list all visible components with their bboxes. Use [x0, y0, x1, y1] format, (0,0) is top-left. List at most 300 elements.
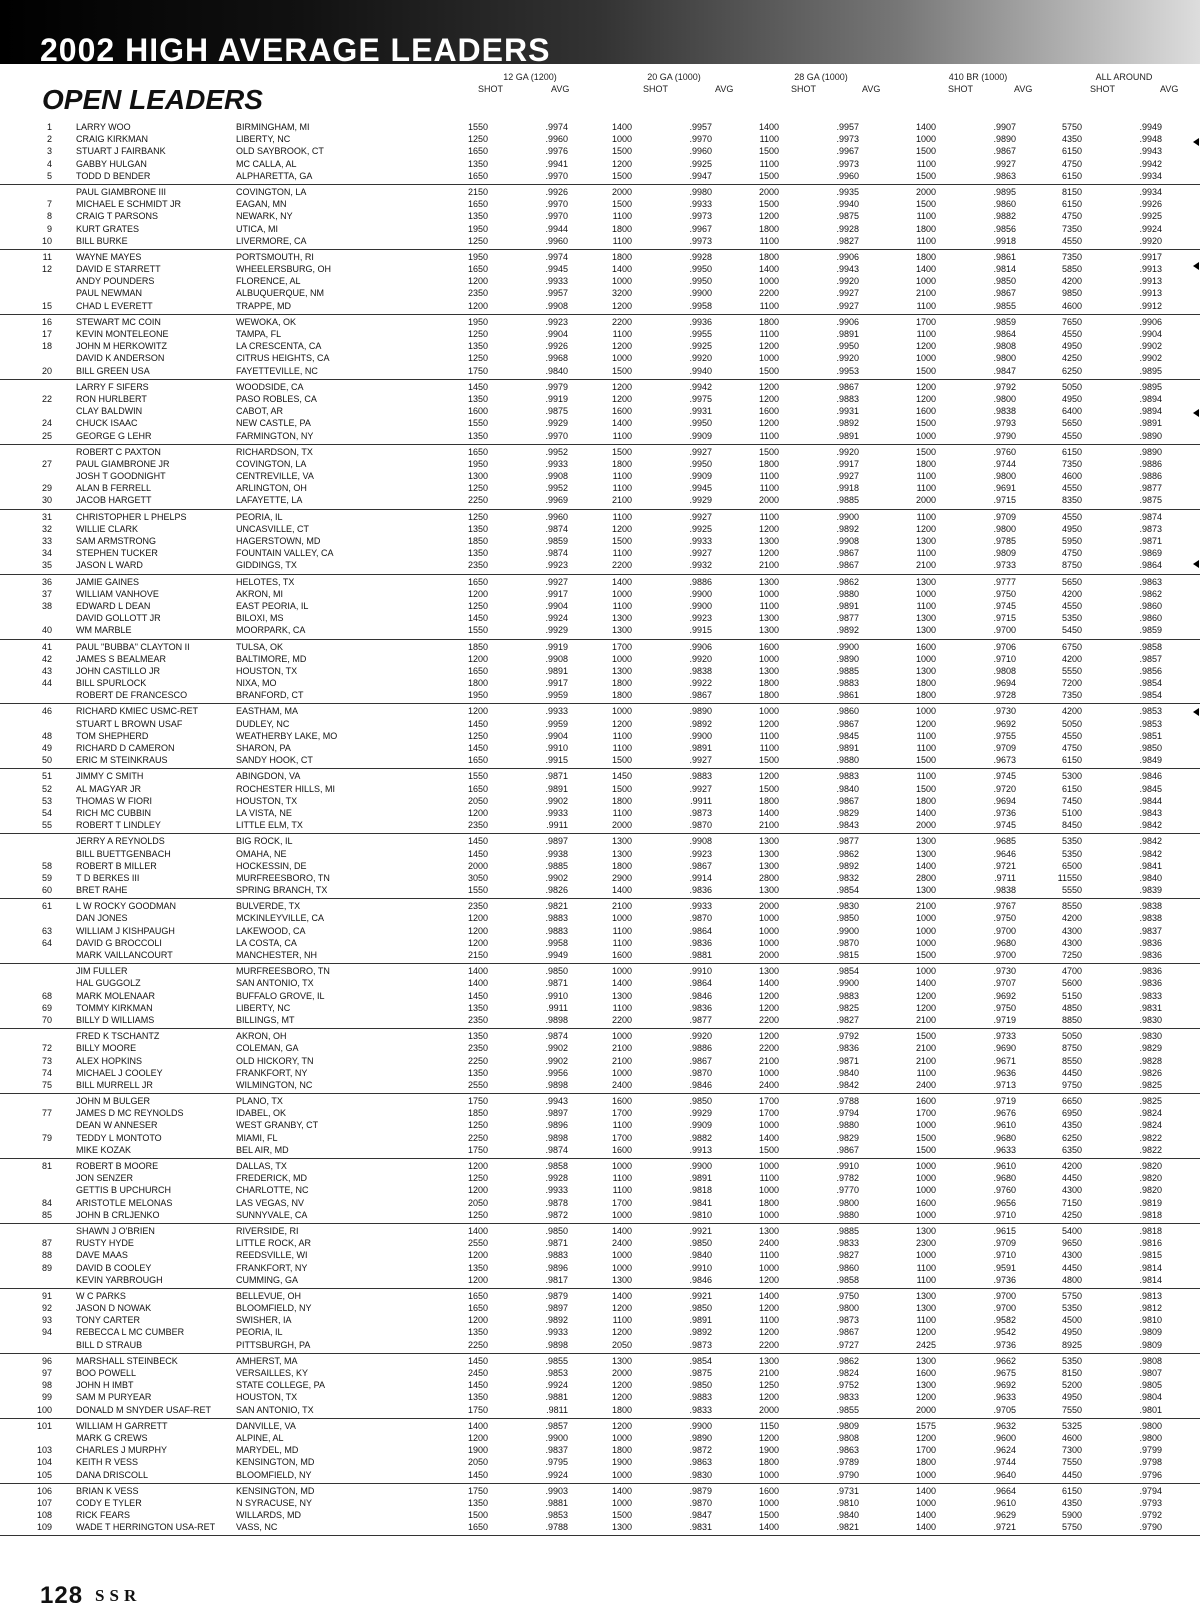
- hometown: ALPHARETTA, GA: [236, 170, 313, 181]
- shot-410br: 2100: [915, 1014, 936, 1025]
- shooter-name: JAMES D MC REYNOLDS: [76, 1108, 184, 1119]
- shooter-name: WILLIAM H GARRETT: [76, 1420, 168, 1431]
- avg-410br: .9694: [993, 795, 1016, 806]
- header-28ga: 28 GA (1000): [794, 72, 848, 82]
- avg-28ga: .9875: [836, 211, 859, 222]
- avg-20ga: .9933: [689, 536, 712, 546]
- shot-12ga: 1750: [467, 1096, 488, 1107]
- avg-28ga: .9789: [836, 1457, 859, 1468]
- shot-28ga: 1000: [758, 1185, 779, 1196]
- avg-all-around: .9869: [1139, 548, 1162, 559]
- shot-all-around: 4750: [1061, 743, 1082, 753]
- shot-410br: 1000: [915, 1497, 936, 1508]
- avg-12ga: .9959: [545, 718, 568, 729]
- rank: 46: [41, 706, 52, 717]
- row-group: [0, 1224, 1200, 1289]
- shot-20ga: 1400: [611, 264, 632, 275]
- shot-20ga: 1200: [611, 393, 632, 404]
- shot-410br: 1500: [915, 1132, 936, 1143]
- avg-all-around: .9850: [1139, 743, 1162, 753]
- hometown: SAN ANTONIO, TX: [236, 978, 314, 989]
- shot-28ga: 1200: [758, 341, 779, 352]
- shooter-name: BILL BUETTGENBACH: [76, 848, 171, 859]
- avg-28ga: .9892: [836, 523, 859, 534]
- avg-410br: .9867: [993, 146, 1016, 157]
- avg-410br: .9615: [993, 1225, 1016, 1236]
- shot-28ga: 1300: [758, 836, 779, 847]
- table-row: [0, 381, 1200, 393]
- shooter-name: ARISTOTLE MELONAS: [76, 1197, 173, 1208]
- shot-28ga: 1200: [758, 393, 779, 404]
- avg-410br: .9633: [993, 1144, 1016, 1155]
- rank: 100: [36, 1404, 52, 1415]
- rank: 64: [41, 937, 52, 948]
- shot-all-around: 7550: [1061, 1457, 1082, 1468]
- shot-20ga: 1500: [611, 365, 632, 376]
- shot-410br: 1100: [916, 743, 936, 753]
- shot-all-around: 4450: [1061, 1173, 1082, 1184]
- avg-28ga: .9863: [836, 1445, 859, 1456]
- avg-410br: .9808: [993, 665, 1016, 676]
- avg-12ga: .9902: [545, 1043, 568, 1054]
- rank: 1: [46, 122, 52, 132]
- rank: 70: [41, 1014, 52, 1025]
- shot-28ga: 1700: [758, 1096, 779, 1107]
- avg-28ga: .9973: [836, 134, 859, 145]
- shot-20ga: 1800: [611, 860, 632, 871]
- shot-12ga: 1250: [467, 134, 488, 145]
- header-all-around: ALL AROUND: [1095, 72, 1153, 82]
- hometown: AKRON, OH: [236, 1031, 287, 1042]
- table-row: [0, 1160, 1200, 1172]
- shot-all-around: 4550: [1061, 600, 1082, 611]
- shot-20ga: 1100: [612, 329, 632, 339]
- shot-12ga: 1350: [467, 1002, 488, 1013]
- shot-all-around: 8350: [1061, 495, 1082, 506]
- avg-all-around: .9948: [1139, 134, 1162, 145]
- avg-28ga: .9935: [836, 186, 859, 197]
- shot-20ga: 1800: [611, 678, 632, 689]
- shooter-name: CHARLES J MURPHY: [76, 1445, 168, 1456]
- avg-12ga: .9926: [545, 341, 568, 352]
- avg-all-around: .9809: [1139, 1339, 1162, 1350]
- magazine-name: SSR: [95, 1586, 142, 1605]
- shot-28ga: 2800: [758, 872, 779, 883]
- shot-28ga: 1400: [758, 1522, 779, 1533]
- table-row: [0, 677, 1200, 689]
- shot-20ga: 1100: [612, 548, 632, 559]
- avg-all-around: .9836: [1139, 937, 1162, 948]
- shot-410br: 1200: [915, 1392, 936, 1403]
- avg-20ga: .9891: [689, 1173, 712, 1184]
- avg-12ga: .9896: [545, 1262, 568, 1273]
- table-row: [0, 287, 1200, 299]
- avg-20ga: .9922: [689, 678, 712, 689]
- avg-20ga: .9870: [689, 1497, 712, 1508]
- shot-12ga: 1650: [467, 264, 488, 275]
- shot-12ga: 1650: [467, 665, 488, 676]
- avg-28ga: .9862: [836, 576, 859, 587]
- avg-20ga: .9914: [689, 872, 712, 883]
- avg-28ga: .9927: [836, 288, 859, 299]
- avg-410br: .9760: [993, 1185, 1016, 1196]
- avg-12ga: .9858: [545, 1161, 568, 1171]
- shot-12ga: 1250: [467, 353, 488, 364]
- avg-20ga: .9927: [689, 548, 712, 559]
- avg-410br: .9632: [993, 1420, 1016, 1431]
- shooter-name: JON SENZER: [76, 1173, 134, 1184]
- avg-12ga: .9871: [545, 771, 568, 782]
- shot-20ga: 1000: [611, 588, 632, 599]
- shot-20ga: 1600: [611, 406, 632, 417]
- avg-12ga: .9795: [545, 1457, 568, 1468]
- table-row: [0, 340, 1200, 352]
- shot-12ga: 3050: [467, 872, 488, 883]
- hometown: VERSAILLES, KY: [236, 1368, 309, 1378]
- table-row: [0, 365, 1200, 377]
- avg-28ga: .9877: [836, 613, 859, 624]
- table-row: [0, 949, 1200, 961]
- hometown: MURFREESBORO, TN: [236, 966, 330, 977]
- shot-all-around: 6150: [1061, 1485, 1082, 1496]
- shot-all-around: 5550: [1061, 885, 1082, 896]
- shot-20ga: 1500: [611, 170, 632, 181]
- avg-12ga: .9910: [545, 990, 568, 1001]
- rank: 85: [41, 1209, 52, 1220]
- row-group: [0, 445, 1200, 510]
- shot-12ga: 1450: [467, 381, 488, 392]
- shooter-name: TONY CARTER: [76, 1315, 141, 1326]
- table-row: [0, 1197, 1200, 1209]
- hometown: VASS, NC: [236, 1522, 278, 1533]
- avg-410br: .9692: [993, 1380, 1016, 1391]
- avg-20ga: .9900: [689, 288, 712, 299]
- avg-20ga: .9957: [689, 122, 712, 132]
- avg-28ga: .9973: [836, 158, 859, 169]
- shot-410br: 1000: [915, 1173, 936, 1184]
- avg-410br: .9814: [993, 264, 1016, 275]
- shot-12ga: 1450: [467, 1380, 488, 1391]
- table-row: [0, 1132, 1200, 1144]
- shooter-name: ANDY POUNDERS: [76, 276, 155, 287]
- avg-28ga: .9920: [836, 446, 859, 457]
- shot-20ga: 1500: [611, 199, 632, 210]
- avg-28ga: .9927: [836, 471, 859, 482]
- shooter-name: ROBERT B MOORE: [76, 1161, 159, 1171]
- shot-12ga: 1350: [467, 523, 488, 534]
- shot-all-around: 6150: [1061, 146, 1082, 157]
- subheader-avg: AVG: [715, 84, 734, 94]
- table-row: [0, 559, 1200, 571]
- shot-20ga: 1200: [611, 158, 632, 169]
- shot-all-around: 4550: [1061, 483, 1082, 494]
- avg-410br: .9694: [993, 678, 1016, 689]
- avg-20ga: .9846: [689, 990, 712, 1001]
- rank: 15: [41, 300, 52, 311]
- shot-all-around: 6500: [1061, 860, 1082, 871]
- shot-20ga: 1200: [611, 1392, 632, 1403]
- avg-28ga: .9900: [836, 511, 859, 522]
- avg-20ga: .9927: [689, 511, 712, 522]
- shot-28ga: 1100: [759, 511, 779, 522]
- avg-410br: .9744: [993, 1457, 1016, 1468]
- avg-12ga: .9960: [545, 511, 568, 522]
- shot-28ga: 1500: [758, 170, 779, 181]
- shot-12ga: 1400: [467, 966, 488, 977]
- shot-all-around: 7250: [1061, 950, 1082, 960]
- shot-20ga: 1100: [612, 430, 632, 441]
- hometown: COVINGTON, LA: [236, 186, 307, 197]
- table-row: [0, 653, 1200, 665]
- shot-410br: 1500: [915, 783, 936, 794]
- avg-28ga: .9867: [836, 1144, 859, 1155]
- avg-20ga: .9921: [689, 1225, 712, 1236]
- avg-12ga: .9908: [545, 471, 568, 482]
- shot-28ga: 1500: [758, 365, 779, 376]
- shot-all-around: 7200: [1061, 678, 1082, 689]
- avg-20ga: .9836: [689, 1002, 712, 1013]
- table-row: [0, 1456, 1200, 1468]
- rank: 94: [41, 1327, 52, 1338]
- avg-410br: .9728: [993, 690, 1016, 701]
- shot-20ga: 1000: [611, 913, 632, 924]
- shot-12ga: 1400: [467, 978, 488, 989]
- shot-28ga: 1000: [758, 653, 779, 664]
- hometown: WHEELERSBURG, OH: [236, 264, 332, 275]
- shot-28ga: 2400: [758, 1238, 779, 1249]
- hometown: HOCKESSIN, DE: [236, 860, 307, 871]
- hometown: OMAHA, NE: [236, 848, 287, 859]
- hometown: WEATHERBY LAKE, MO: [236, 730, 338, 741]
- shot-20ga: 1600: [611, 1144, 632, 1155]
- shot-20ga: 1100: [612, 1002, 632, 1013]
- shot-12ga: 1950: [467, 223, 488, 234]
- row-group: [0, 1029, 1200, 1094]
- shot-28ga: 1400: [758, 122, 779, 132]
- shot-12ga: 1650: [467, 1290, 488, 1301]
- shot-410br: 1000: [915, 276, 936, 287]
- table-row: [0, 1404, 1200, 1416]
- shot-28ga: 1800: [758, 678, 779, 689]
- shot-12ga: 1750: [467, 1144, 488, 1155]
- avg-20ga: .9870: [689, 913, 712, 924]
- shot-20ga: 1200: [611, 718, 632, 729]
- hometown: BIG ROCK, IL: [236, 836, 293, 847]
- shot-410br: 1100: [916, 211, 936, 222]
- shot-410br: 1800: [915, 1457, 936, 1468]
- avg-all-around: .9836: [1139, 950, 1162, 960]
- shot-28ga: 1100: [759, 158, 779, 169]
- shot-all-around: 8925: [1061, 1339, 1082, 1350]
- shot-12ga: 1650: [467, 755, 488, 766]
- shooter-name: BILL D STRAUB: [76, 1339, 143, 1350]
- avg-12ga: .9933: [545, 1185, 568, 1196]
- shot-20ga: 2200: [611, 1014, 632, 1025]
- avg-all-around: .9925: [1139, 211, 1162, 222]
- row-group: [0, 1419, 1200, 1484]
- shot-all-around: 4350: [1061, 1497, 1082, 1508]
- avg-all-around: .9913: [1139, 264, 1162, 275]
- shot-12ga: 1950: [467, 458, 488, 469]
- avg-12ga: .9872: [545, 1209, 568, 1220]
- shot-all-around: 5550: [1061, 665, 1082, 676]
- table-row: [0, 860, 1200, 872]
- avg-12ga: .9924: [545, 1469, 568, 1480]
- shooter-name: CHAD L EVERETT: [76, 300, 153, 311]
- avg-12ga: .9874: [545, 548, 568, 559]
- avg-20ga: .9900: [689, 1161, 712, 1171]
- shot-410br: 1000: [915, 1469, 936, 1480]
- shot-28ga: 1400: [758, 807, 779, 818]
- shot-410br: 1500: [915, 170, 936, 181]
- avg-12ga: .9974: [545, 122, 568, 132]
- hometown: EAST PEORIA, IL: [236, 600, 309, 611]
- rank: 77: [41, 1108, 52, 1119]
- hometown: CHARLOTTE, NC: [236, 1185, 309, 1196]
- hometown: UNCASVILLE, CT: [236, 523, 310, 534]
- shot-all-around: 5350: [1061, 613, 1082, 624]
- avg-all-around: .9839: [1139, 885, 1162, 896]
- avg-410br: .9918: [993, 235, 1016, 246]
- avg-12ga: .9910: [545, 743, 568, 753]
- avg-410br: .9610: [993, 1497, 1016, 1508]
- avg-20ga: .9900: [689, 730, 712, 741]
- table-row: [0, 458, 1200, 470]
- rank: 109: [36, 1522, 52, 1533]
- table-row: [0, 1497, 1200, 1509]
- shot-28ga: 1100: [759, 235, 779, 246]
- avg-all-around: .9851: [1139, 730, 1162, 741]
- shot-12ga: 1650: [467, 1522, 488, 1533]
- avg-410br: .9864: [993, 329, 1016, 339]
- table-row: [0, 417, 1200, 429]
- shot-28ga: 2000: [758, 1404, 779, 1415]
- shot-28ga: 1300: [758, 576, 779, 587]
- shot-12ga: 1500: [467, 1510, 488, 1521]
- hometown: FREDERICK, MD: [236, 1173, 308, 1184]
- table-row: [0, 393, 1200, 405]
- shooter-name: JOHN H IMBT: [76, 1380, 134, 1391]
- avg-12ga: .9891: [545, 665, 568, 676]
- avg-20ga: .9850: [689, 1096, 712, 1107]
- shot-28ga: 1300: [758, 860, 779, 871]
- table-row: [0, 872, 1200, 884]
- avg-20ga: .9890: [689, 706, 712, 717]
- hometown: PASO ROBLES, CA: [236, 393, 317, 404]
- table-row: [0, 494, 1200, 506]
- avg-12ga: .9979: [545, 381, 568, 392]
- rank: 44: [41, 678, 52, 689]
- shooter-name: WILLIE CLARK: [76, 523, 139, 534]
- shooter-name: WADE T HERRINGTON USA-RET: [76, 1522, 216, 1533]
- shot-12ga: 1200: [467, 925, 488, 936]
- rank: 33: [41, 536, 52, 546]
- shot-28ga: 1600: [758, 1485, 779, 1496]
- shooter-name: WAYNE MAYES: [76, 251, 142, 262]
- shot-20ga: 1200: [611, 1327, 632, 1338]
- shot-12ga: 2550: [467, 1238, 488, 1249]
- subheader-avg: AVG: [862, 84, 881, 94]
- shot-all-around: 6750: [1061, 641, 1082, 652]
- shot-28ga: 2100: [758, 560, 779, 571]
- avg-12ga: .9904: [545, 730, 568, 741]
- table-row: [0, 1469, 1200, 1481]
- avg-20ga: .9921: [689, 1290, 712, 1301]
- avg-all-around: .9793: [1139, 1497, 1162, 1508]
- avg-410br: .9700: [993, 1290, 1016, 1301]
- avg-410br: .9710: [993, 653, 1016, 664]
- rank: 10: [41, 235, 52, 246]
- shot-20ga: 3200: [611, 288, 632, 299]
- shot-20ga: 1500: [611, 536, 632, 546]
- hometown: CENTREVILLE, VA: [236, 471, 314, 482]
- avg-410br: .9542: [993, 1327, 1016, 1338]
- avg-410br: .9745: [993, 820, 1016, 831]
- shot-all-around: 4250: [1061, 353, 1082, 364]
- shooter-name: BILL SPURLOCK: [76, 678, 147, 689]
- avg-28ga: .9840: [836, 1067, 859, 1078]
- subheader-shot: SHOT: [948, 84, 974, 94]
- shooter-name: DONALD M SNYDER USAF-RET: [76, 1404, 212, 1415]
- shot-410br: 1000: [915, 430, 936, 441]
- shot-all-around: 4550: [1061, 730, 1082, 741]
- avg-all-around: .9790: [1139, 1522, 1162, 1533]
- shot-410br: 1300: [915, 836, 936, 847]
- avg-12ga: .9938: [545, 848, 568, 859]
- subheader-avg: AVG: [1014, 84, 1033, 94]
- shooter-name: BRET RAHE: [76, 885, 128, 896]
- avg-12ga: .9881: [545, 1497, 568, 1508]
- rank: 11: [42, 251, 52, 262]
- avg-20ga: .9923: [689, 613, 712, 624]
- shot-12ga: 2250: [467, 1339, 488, 1350]
- shooter-name: SHAWN J O'BRIEN: [76, 1225, 155, 1236]
- avg-12ga: .9871: [545, 1238, 568, 1249]
- shot-410br: 1100: [916, 158, 936, 169]
- shot-12ga: 2250: [467, 1055, 488, 1066]
- shot-28ga: 1000: [758, 1469, 779, 1480]
- avg-28ga: .9827: [836, 1014, 859, 1025]
- avg-20ga: .9928: [689, 251, 712, 262]
- table-row: [0, 1055, 1200, 1067]
- avg-20ga: .9933: [689, 901, 712, 912]
- avg-all-around: .9913: [1139, 288, 1162, 299]
- table-row: [0, 430, 1200, 442]
- shot-20ga: 1000: [611, 706, 632, 717]
- avg-20ga: .9931: [689, 406, 712, 417]
- shooter-name: W C PARKS: [76, 1290, 126, 1301]
- shot-12ga: 1650: [467, 146, 488, 157]
- shot-410br: 1200: [915, 1432, 936, 1443]
- avg-all-around: .9820: [1139, 1161, 1162, 1171]
- shot-28ga: 1300: [758, 885, 779, 896]
- shooter-name: ROBERT T LINDLEY: [76, 820, 161, 831]
- avg-28ga: .9900: [836, 978, 859, 989]
- shot-all-around: 8150: [1061, 1368, 1082, 1378]
- shot-28ga: 2000: [758, 950, 779, 960]
- hometown: BLOOMFIELD, NY: [236, 1303, 312, 1314]
- avg-12ga: .9826: [545, 885, 568, 896]
- avg-28ga: .9967: [836, 146, 859, 157]
- avg-all-around: .9857: [1139, 653, 1162, 664]
- avg-28ga: .9827: [836, 235, 859, 246]
- avg-12ga: .9817: [545, 1274, 568, 1285]
- leaders-table: [0, 120, 1200, 1536]
- avg-20ga: .9873: [689, 1339, 712, 1350]
- avg-28ga: .9940: [836, 199, 859, 210]
- shot-410br: 1300: [915, 536, 936, 546]
- shot-410br: 1300: [915, 848, 936, 859]
